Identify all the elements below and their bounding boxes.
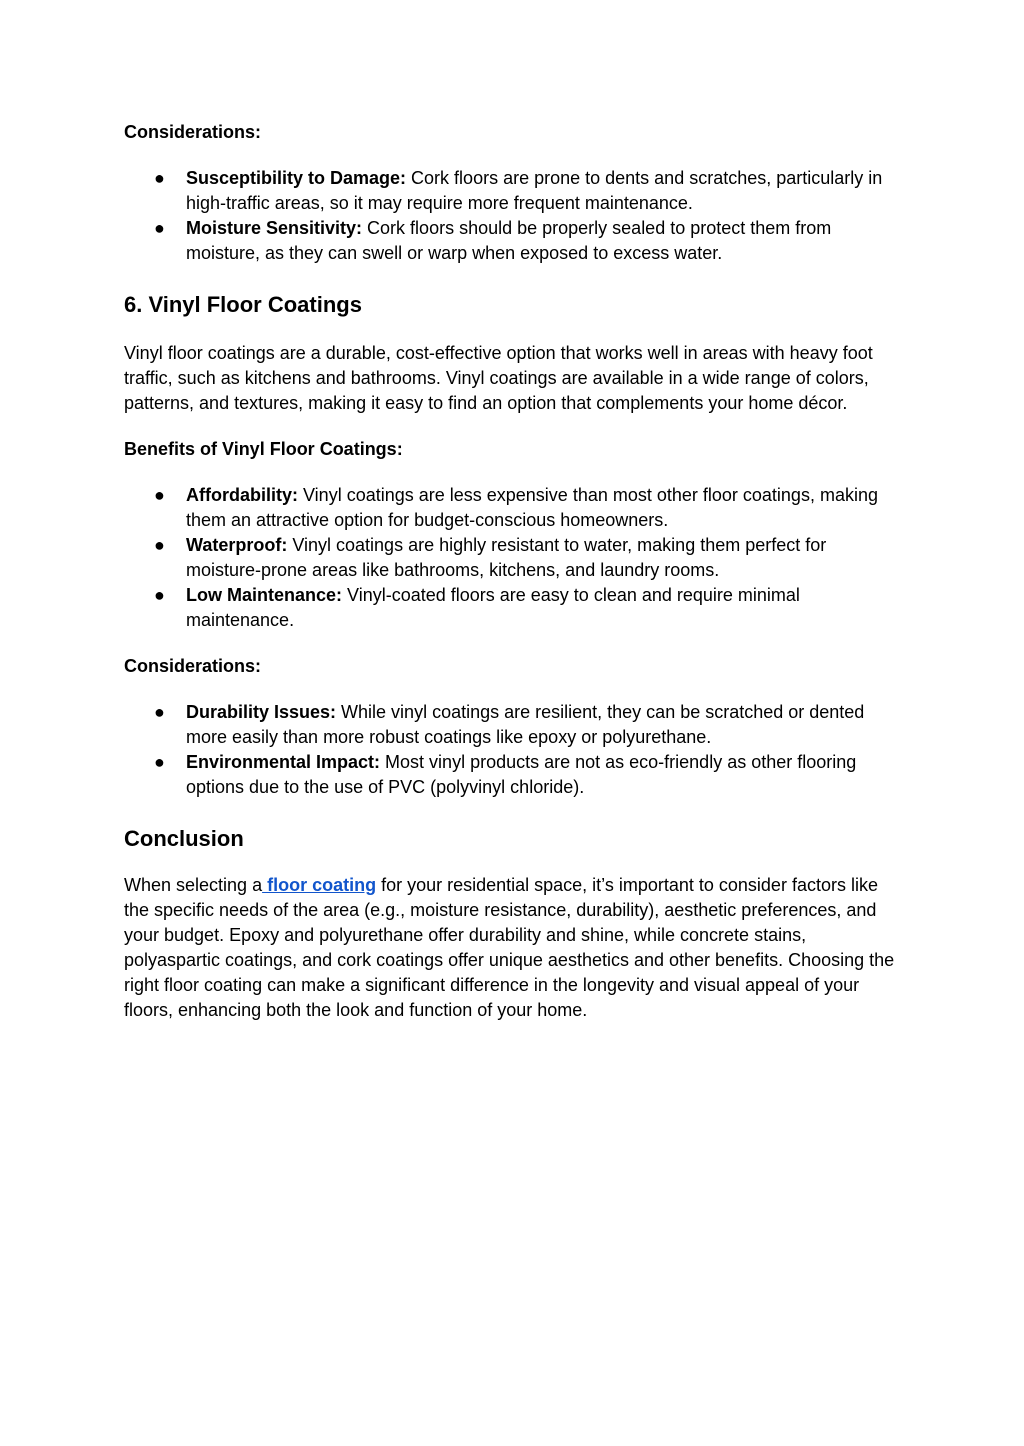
vinyl-benefits-list — [124, 483, 900, 633]
cork-considerations-list — [124, 166, 900, 266]
list-item — [124, 166, 900, 216]
conclusion-text-before: When selecting a — [124, 875, 263, 895]
bullet-text: Vinyl-coated floors are easy to clean and require minimal maintenance. — [186, 585, 800, 630]
bullet-term: Environmental Impact: — [186, 752, 381, 772]
bullet-text: While vinyl coatings are resilient, they can be scratched or dented more easily than more robust coatings like epoxy or polyurethane. — [186, 702, 865, 747]
bullet-term: Durability Issues: — [186, 702, 337, 722]
bullet-term: Low Maintenance: — [186, 585, 343, 605]
document-page — [124, 120, 900, 1023]
floor-coating-link[interactable]: floor coating — [262, 875, 377, 895]
bullet-text: Cork floors should be properly sealed to protect them from moisture, as they can swell or warp when exposed to excess water. — [186, 218, 832, 263]
vinyl-section-heading: 6. Vinyl Floor Coatings — [124, 292, 362, 317]
list-item — [124, 700, 900, 750]
list-item — [124, 533, 900, 583]
bullet-term: Waterproof: — [186, 535, 288, 555]
vinyl-considerations-heading: Considerations: — [124, 656, 262, 676]
list-item — [124, 483, 900, 533]
bullet-text: Cork floors are prone to dents and scratches, particularly in high-traffic areas, so it may require more frequent maintenance. — [186, 168, 883, 213]
considerations-heading-cork: Considerations: — [124, 122, 262, 142]
bullet-icon: ● — [154, 168, 165, 188]
list-item — [124, 750, 900, 800]
bullet-icon: ● — [154, 535, 165, 555]
bullet-term: Affordability: — [186, 485, 298, 505]
bullet-icon: ● — [154, 702, 165, 722]
bullet-icon: ● — [154, 485, 165, 505]
vinyl-benefits-heading: Benefits of Vinyl Floor Coatings: — [124, 439, 403, 459]
list-item — [124, 216, 900, 266]
bullet-icon: ● — [154, 752, 165, 772]
bullet-icon: ● — [154, 585, 165, 605]
vinyl-intro-paragraph: Vinyl floor coatings are a durable, cost-effective option that works well in areas with heavy foot traffic, such as kitchens and bathrooms. Vinyl coatings are available in a wide range of colors, patterns, and textures, making it easy to find an option that complements your home décor. — [124, 343, 873, 413]
bullet-icon: ● — [154, 218, 165, 238]
bullet-text: Most vinyl products are not as eco-friendly as other flooring options due to the use of PVC (polyvinyl chloride). — [186, 752, 857, 797]
list-item — [124, 583, 900, 633]
vinyl-considerations-list — [124, 700, 900, 800]
bullet-term: Moisture Sensitivity: — [186, 218, 363, 238]
bullet-text: Vinyl coatings are less expensive than most other floor coatings, making them an attractive option for budget-conscious homeowners. — [186, 485, 878, 530]
conclusion-text-after: for your residential space, it’s important to consider factors like the specific needs of the area (e.g., moisture resistance, durability), aesthetic preferences, and your budget. Epoxy and polyurethane offer durability and shine, while concrete stains, polyaspartic coatings, and cork coatings offer unique aesthetics and other benefits. Choosing the right floor coating can make a significant difference in the longevity and visual appeal of your floors, enhancing both the look and function of your home. — [124, 875, 895, 1020]
bullet-term: Susceptibility to Damage: — [186, 168, 407, 188]
bullet-text: Vinyl coatings are highly resistant to water, making them perfect for moisture-prone areas like bathrooms, kitchens, and laundry rooms. — [186, 535, 827, 580]
conclusion-paragraph — [124, 873, 900, 1023]
conclusion-heading: Conclusion — [124, 826, 244, 851]
